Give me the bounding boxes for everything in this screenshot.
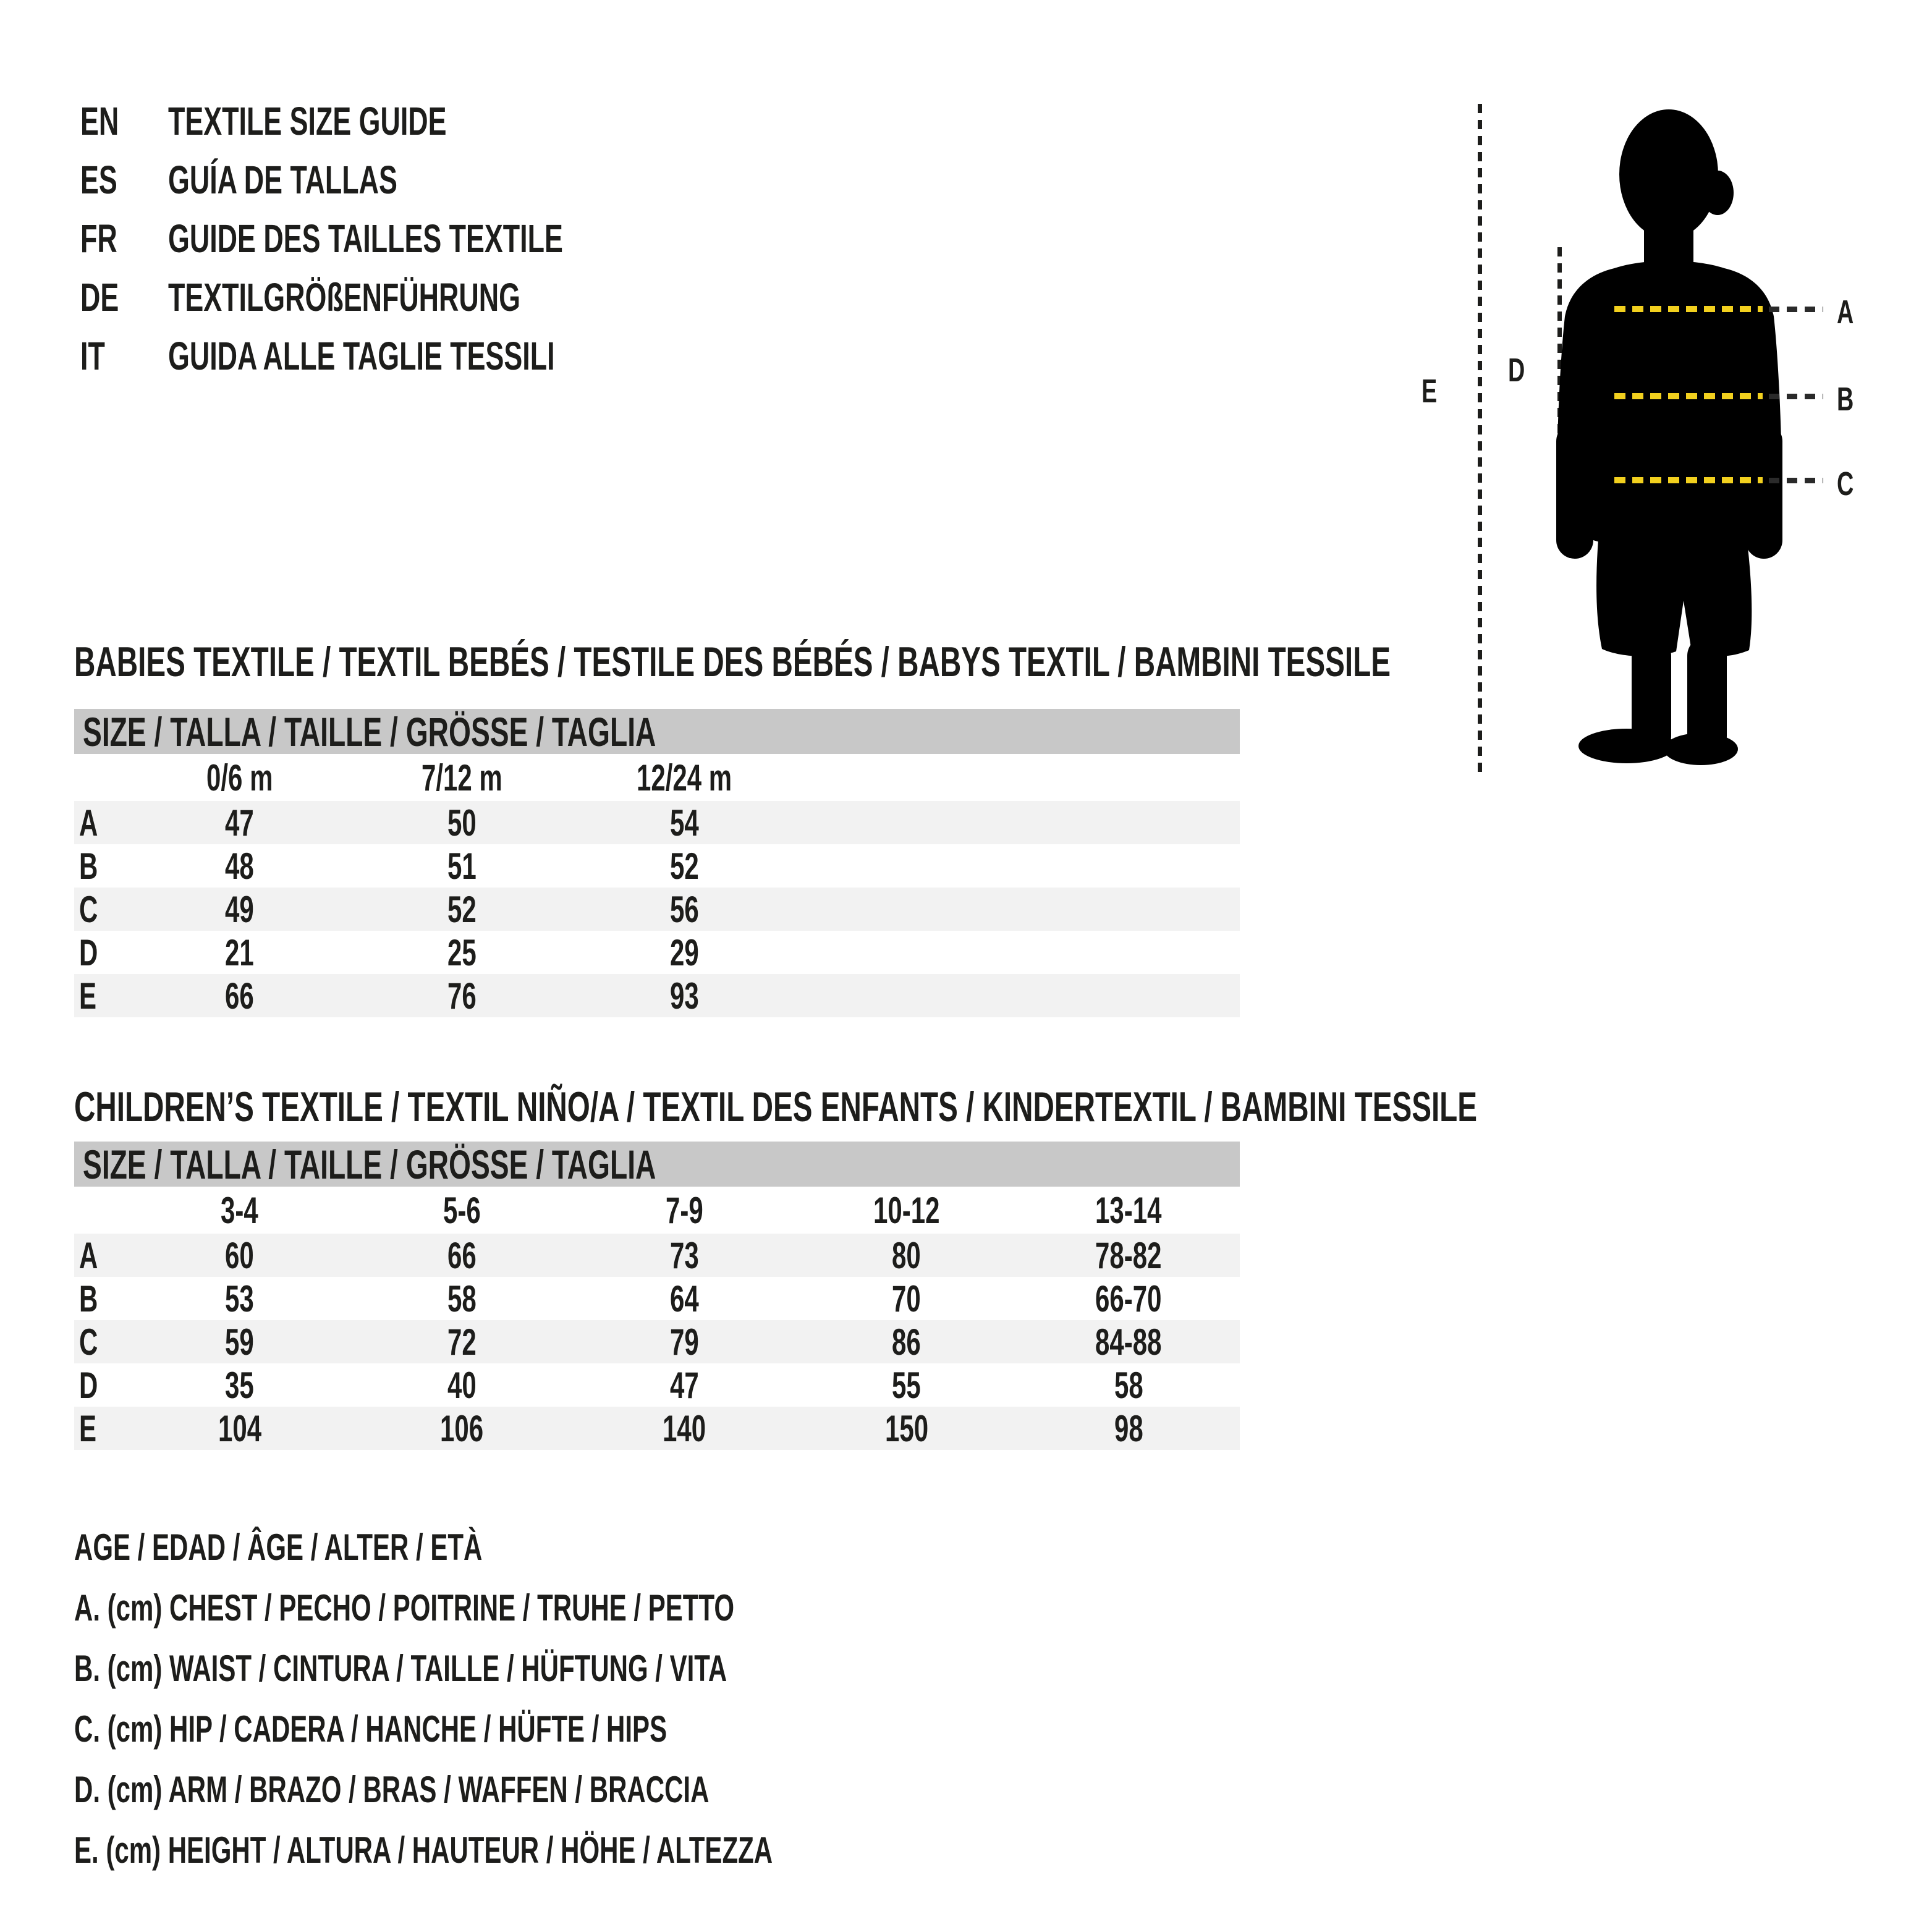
table-cell — [795, 802, 1018, 844]
table-cell — [795, 975, 1018, 1017]
table-row — [74, 1363, 1240, 1407]
row-label: C — [79, 888, 98, 930]
language-title: TEXTILGRÖßENFÜHRUNG — [168, 274, 520, 320]
table-cell: 66 — [447, 1234, 477, 1276]
table-cell: 40 — [447, 1364, 477, 1406]
table-cell — [795, 931, 1018, 974]
table-cell: 66 — [225, 975, 255, 1017]
row-label: D — [79, 931, 98, 973]
column-header — [795, 756, 1018, 799]
table-cell: 47 — [669, 1364, 699, 1406]
table-cell: 150 — [884, 1407, 928, 1449]
table-cell: 29 — [669, 931, 699, 973]
table-cell: 55 — [892, 1364, 921, 1406]
table-cell — [1017, 975, 1240, 1017]
table-cell: 47 — [225, 802, 255, 844]
table-cell: 49 — [225, 888, 255, 930]
column-header: 12/24 m — [636, 756, 732, 799]
table-cell: 72 — [447, 1321, 477, 1363]
figure-label-a: A — [1837, 294, 1854, 331]
silhouette-neck — [1644, 218, 1693, 267]
column-header: 13-14 — [1095, 1189, 1162, 1231]
table-cell — [1017, 802, 1240, 844]
row-label: A — [79, 802, 98, 844]
language-code: ES — [80, 157, 117, 202]
table-row — [74, 1234, 1240, 1277]
table-cell: 80 — [892, 1234, 921, 1276]
column-header: 0/6 m — [206, 756, 273, 799]
table-row — [74, 888, 1240, 931]
figure-label-e: E — [1421, 373, 1438, 410]
silhouette-ear — [1701, 171, 1734, 215]
chest-measure-line-a — [1614, 306, 1763, 312]
table-cell: 53 — [225, 1277, 255, 1320]
children-column-header-row — [74, 1187, 1240, 1234]
column-header — [1017, 756, 1240, 799]
row-label: C — [79, 1321, 98, 1363]
language-row-it — [80, 326, 732, 385]
table-cell: 58 — [447, 1277, 477, 1320]
table-cell — [795, 888, 1018, 931]
language-row-es — [80, 150, 732, 209]
table-cell: 59 — [225, 1321, 255, 1363]
language-title: GUIDA ALLE TAGLIE TESSILI — [168, 333, 555, 378]
table-row — [74, 1407, 1240, 1450]
column-header: 7/12 m — [422, 756, 502, 799]
legend-line-arm: D. (cm) ARM / BRAZO / BRAS / WAFFEN / BRACCIA — [74, 1769, 710, 1810]
table-cell: 66-70 — [1095, 1277, 1162, 1320]
row-label: A — [79, 1234, 98, 1276]
row-label: B — [79, 845, 98, 887]
table-cell: 51 — [447, 845, 477, 887]
table-cell — [1017, 888, 1240, 931]
table-cell: 52 — [669, 845, 699, 887]
figure-label-d: D — [1508, 352, 1525, 389]
legend-line-waist: B. (cm) WAIST / CINTURA / TAILLE / HÜFTUNG / VITA — [74, 1648, 727, 1689]
legend-line-height: E. (cm) HEIGHT / ALTURA / HAUTEUR / HÖHE / ALTEZZA — [74, 1829, 773, 1871]
table-cell: 78-82 — [1095, 1234, 1162, 1276]
size-header-bar: SIZE / TALLA / TAILLE / GRÖSSE / TAGLIA — [74, 709, 1240, 754]
row-label: E — [79, 975, 97, 1017]
babies-column-header-row — [74, 754, 1240, 801]
column-header: 7-9 — [665, 1189, 703, 1231]
row-label: D — [79, 1364, 98, 1406]
figure-label-b: B — [1837, 381, 1854, 418]
table-cell: 70 — [892, 1277, 921, 1320]
table-cell: 21 — [225, 931, 255, 973]
table-row — [74, 931, 1240, 974]
table-cell: 35 — [225, 1364, 255, 1406]
chest-leader-line-a — [1769, 307, 1823, 312]
language-code: IT — [80, 333, 105, 378]
table-row — [74, 801, 1240, 844]
column-header: 5-6 — [443, 1189, 481, 1231]
silhouette-right-shoe — [1664, 733, 1738, 765]
language-row-de — [80, 268, 732, 326]
table-row — [74, 974, 1240, 1017]
table-cell: 50 — [447, 802, 477, 844]
legend-line-age: AGE / EDAD / ÂGE / ALTER / ETÀ — [74, 1527, 483, 1568]
language-code: FR — [80, 216, 117, 261]
table-cell: 84-88 — [1095, 1321, 1162, 1363]
children-size-table — [74, 1142, 1240, 1450]
babies-section-title: BABIES TEXTILE / TEXTIL BEBÉS / TESTILE DES BÉBÉS / BABYS TEXTIL / BAMBINI TESSILE — [74, 638, 1391, 685]
table-cell: 52 — [447, 888, 477, 930]
table-cell — [1017, 931, 1240, 974]
measurement-legend — [74, 1517, 1072, 1881]
table-cell: 60 — [225, 1234, 255, 1276]
column-header: 10-12 — [873, 1189, 940, 1231]
silhouette-left-arm — [1556, 423, 1593, 559]
language-code: EN — [80, 98, 119, 143]
silhouette-shorts — [1596, 532, 1752, 656]
table-cell: 76 — [447, 975, 477, 1017]
hip-measure-line-c — [1614, 477, 1763, 483]
row-label: E — [79, 1407, 97, 1449]
table-cell: 54 — [669, 802, 699, 844]
row-label: B — [79, 1277, 98, 1320]
column-header: 3-4 — [221, 1189, 259, 1231]
babies-size-table — [74, 709, 1240, 1017]
table-cell: 48 — [225, 845, 255, 887]
table-cell: 73 — [669, 1234, 699, 1276]
size-header-bar: SIZE / TALLA / TAILLE / GRÖSSE / TAGLIA — [74, 1142, 1240, 1187]
language-title-list — [80, 91, 732, 385]
table-cell — [1017, 845, 1240, 888]
table-cell: 106 — [440, 1407, 484, 1449]
table-row — [74, 1277, 1240, 1320]
waist-measure-line-b — [1614, 393, 1763, 399]
table-cell: 25 — [447, 931, 477, 973]
waist-leader-line-b — [1769, 394, 1823, 399]
table-row — [74, 1320, 1240, 1363]
table-cell: 56 — [669, 888, 699, 930]
silhouette-right-arm — [1745, 423, 1782, 559]
legend-line-chest: A. (cm) CHEST / PECHO / POITRINE / TRUHE / PETTO — [74, 1587, 735, 1629]
language-code: DE — [80, 274, 119, 320]
table-cell — [795, 845, 1018, 888]
table-row — [74, 844, 1240, 888]
table-cell: 93 — [669, 975, 699, 1017]
language-row-fr — [80, 209, 732, 268]
hip-leader-line-c — [1769, 478, 1823, 483]
language-title: GUÍA DE TALLAS — [168, 157, 397, 202]
table-cell: 86 — [892, 1321, 921, 1363]
table-cell: 64 — [669, 1277, 699, 1320]
language-title: TEXTILE SIZE GUIDE — [168, 98, 447, 143]
table-cell: 140 — [662, 1407, 706, 1449]
table-cell: 79 — [669, 1321, 699, 1363]
table-cell: 58 — [1114, 1364, 1143, 1406]
language-title: GUIDE DES TAILLES TEXTILE — [168, 216, 563, 261]
children-section-title: CHILDREN’S TEXTILE / TEXTIL NIÑO/A / TEXTIL DES ENFANTS / KINDERTEXTIL / BAMBINI TESSILE — [74, 1083, 1478, 1130]
table-cell: 98 — [1114, 1407, 1143, 1449]
language-row-en — [80, 91, 732, 150]
legend-line-hip: C. (cm) HIP / CADERA / HANCHE / HÜFTE / HIPS — [74, 1708, 667, 1750]
silhouette-left-shoe — [1578, 729, 1675, 763]
figure-label-c: C — [1837, 465, 1854, 502]
table-cell: 104 — [218, 1407, 261, 1449]
